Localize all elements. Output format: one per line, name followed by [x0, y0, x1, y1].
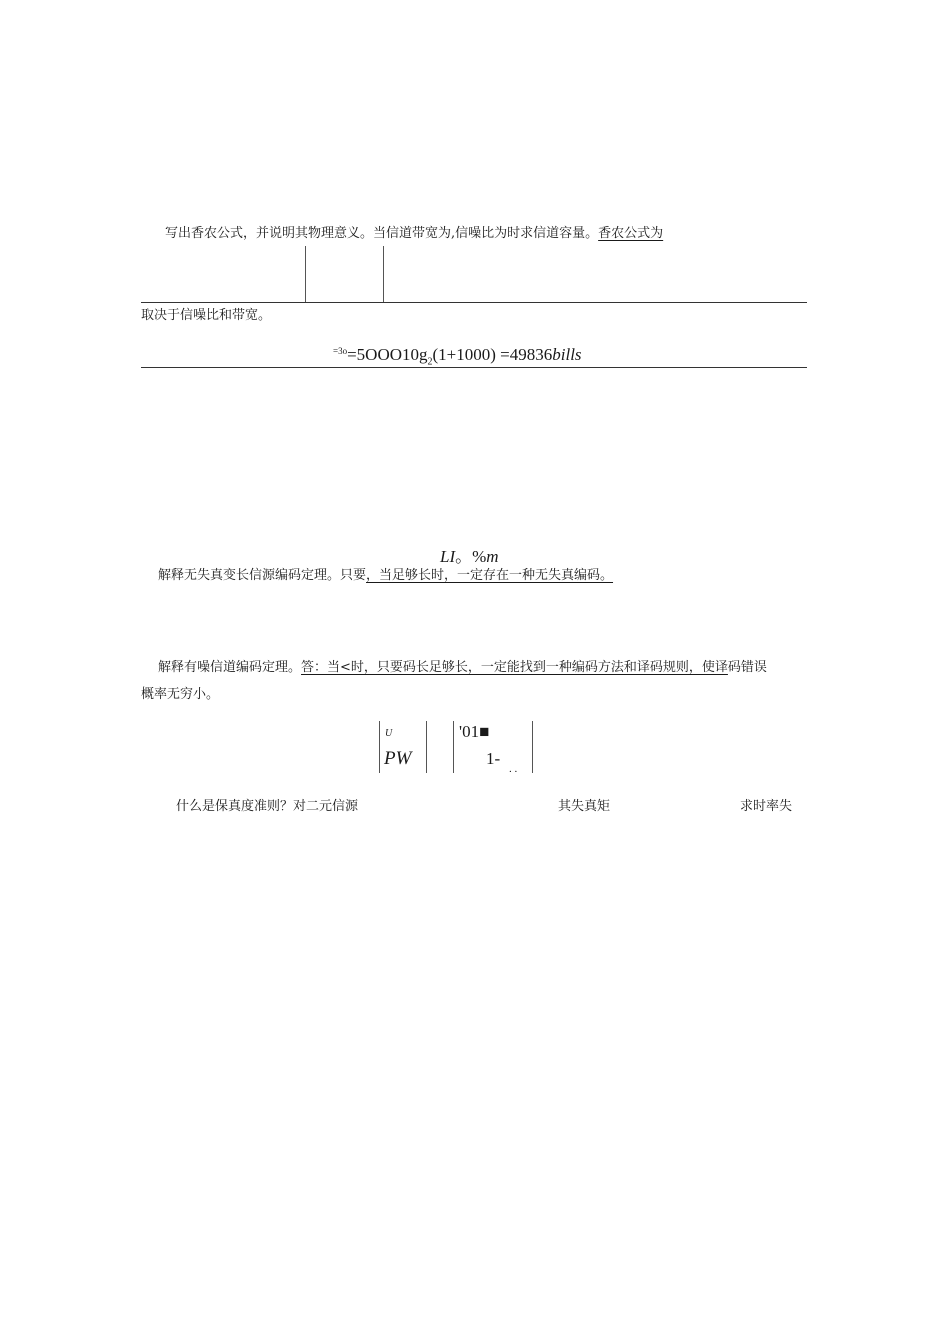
formula-sub: 2 [427, 356, 433, 368]
matrix-bar-2 [426, 721, 427, 773]
q4-cut-line [0, 795, 950, 814]
q2-answer: ，当足够长时，一定存在一种无失真编码。 [366, 568, 614, 583]
fragment-a: LI [440, 547, 456, 566]
matrix-pw: PW [384, 748, 412, 769]
matrix-bar-4 [532, 721, 533, 773]
q3-answer: 答：当<时，只要码长足够长，一定能找到一种编码方法和译码规则，使译 [301, 660, 728, 675]
q3-line [158, 656, 767, 675]
fragment-b: 。% [455, 547, 487, 566]
q1-formula [333, 345, 582, 367]
q2-line [158, 564, 613, 583]
formula-rest: (1+1000) =49836 [432, 345, 553, 364]
table-bottom-rule [141, 302, 807, 303]
formula-unit: bills [552, 345, 582, 364]
q1-prompt: 写出香农公式，并说明其物理意义。当信道带宽为,信噪比为时求信道容量。 [165, 226, 599, 241]
matrix-u: U [385, 728, 393, 739]
formula-main: =5OOO10g [347, 345, 428, 364]
matrix-bar-3 [453, 721, 454, 773]
q2-prompt: 解释无失真变长信源编码定理。只要 [158, 568, 367, 583]
matrix-dots: . . [509, 763, 518, 775]
q4-cut-mid: 其失真矩 [558, 799, 611, 814]
matrix-bottom: 1- [486, 749, 501, 768]
fragment-c: m [486, 547, 499, 566]
q3-continuation: 概率无穷小。 [141, 687, 220, 702]
table-divider-2 [383, 246, 384, 302]
q4-cut-right: 求时率失 [740, 799, 793, 814]
q3-prompt: 解释有噪信道编码定理。 [158, 660, 302, 675]
q4-cut-left: 什么是保真度准则？对二元信源 [176, 799, 359, 814]
formula-rule [141, 367, 807, 368]
formula-prefix: =3o [333, 346, 348, 356]
matrix-bar-1 [379, 721, 380, 773]
q1-continuation: 取决于信噪比和带宽。 [141, 308, 272, 323]
matrix-top: '01■ [459, 722, 490, 741]
table-divider-1 [305, 246, 306, 302]
q3-answer-tail: 码错误 [727, 660, 767, 675]
q1-answer-lead: 香农公式为 [598, 226, 664, 241]
q1-prompt-line [165, 222, 663, 241]
